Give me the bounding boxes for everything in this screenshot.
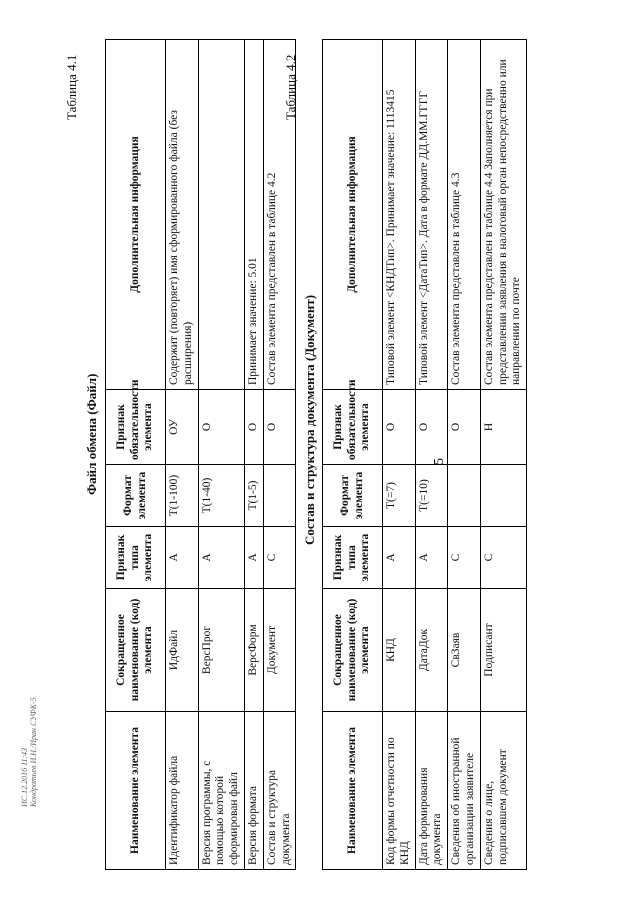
cell-required: О [448, 390, 481, 465]
cell-required: О [383, 390, 416, 465]
table-row [263, 40, 296, 870]
col-header-name: Наименование элемента [323, 712, 383, 870]
cell-abbrev: ВерсФорм [244, 589, 263, 712]
cell-abbrev: ВерсПрог [198, 589, 244, 712]
col-header-required: Признак обязательности элемента [106, 390, 166, 465]
cell-required: О [263, 390, 296, 465]
cell-format: T(=10) [415, 465, 448, 527]
cell-type: А [166, 527, 199, 589]
cell-required: Н [480, 390, 526, 465]
table-4-2 [322, 39, 527, 870]
cell-abbrev: ДатаДок [415, 589, 448, 712]
col-header-format: Формат элемента [106, 465, 166, 527]
cell-type: А [198, 527, 244, 589]
cell-format [263, 465, 296, 527]
col-header-name: Наименование элемента [106, 712, 166, 870]
cell-abbrev: Подписант [480, 589, 526, 712]
signature-stamp [20, 697, 38, 807]
table-header-row [323, 40, 383, 870]
cell-type: А [244, 527, 263, 589]
cell-type: С [263, 527, 296, 589]
table-row [448, 40, 481, 870]
col-header-abbrev: Сокращенное наименование (код) элемента [106, 589, 166, 712]
stamp-line-2: Кондратьев И.Н./Иран СУФК-5 [29, 697, 39, 807]
cell-info [198, 40, 244, 390]
table-4-2-title: Состав и структура документа (Документ) [302, 294, 317, 545]
cell-info: Содержит (повторяет) имя сформированного файла (без расширения) [166, 40, 199, 390]
table-4-1-label: Таблица 4.1 [64, 54, 79, 120]
cell-format: T(1-100) [166, 465, 199, 527]
cell-name: Идентификатор файла [166, 712, 199, 870]
col-header-abbrev: Сокращенное наименование (код) элемента [323, 589, 383, 712]
cell-name: Сведения о лице, подписавшем документ [480, 712, 526, 870]
page-number: 5 [432, 458, 447, 465]
cell-info: Типовой элемент <ДатаТип>. Дата в формате ДД.ММ.ГГГГ [415, 40, 448, 390]
table-row [480, 40, 526, 870]
cell-format: T(1-40) [198, 465, 244, 527]
cell-info: Состав элемента представлен в таблице 4.3 [448, 40, 481, 390]
cell-abbrev: Документ [263, 589, 296, 712]
table-row [244, 40, 263, 870]
cell-info: Состав элемента представлен в таблице 4.2 [263, 40, 296, 390]
cell-type: А [383, 527, 416, 589]
cell-abbrev: ИдФайл [166, 589, 199, 712]
cell-name: Код формы отчетности по КНД [383, 712, 416, 870]
cell-format [480, 465, 526, 527]
stamp-line-1: ИС.12.2016 11:43 [20, 747, 29, 807]
cell-required: О [415, 390, 448, 465]
cell-type: С [448, 527, 481, 589]
cell-abbrev: КНД [383, 589, 416, 712]
cell-format [448, 465, 481, 527]
cell-format: T(1-5) [244, 465, 263, 527]
col-header-info: Дополнительная информация [323, 40, 383, 390]
cell-info: Состав элемента представлен в таблице 4.4 Заполняется при представлении заявления в налоговый орган непосредственно или направлении по почте [480, 40, 526, 390]
cell-type: С [480, 527, 526, 589]
cell-required: ОУ [166, 390, 199, 465]
table-4-1 [105, 39, 296, 870]
table-row [166, 40, 199, 870]
table-4-1-title: Файл обмена (Файл) [84, 373, 99, 495]
cell-type: А [415, 527, 448, 589]
table-header-row [106, 40, 166, 870]
col-header-info: Дополнительная информация [106, 40, 166, 390]
cell-name: Версия формата [244, 712, 263, 870]
cell-name: Дата формирования документа [415, 712, 448, 870]
col-header-required: Признак обязательности элемента [323, 390, 383, 465]
cell-name: Состав и структура документа [263, 712, 296, 870]
cell-info: Принимает значение: 5.01 [244, 40, 263, 390]
cell-name: Сведения об иностранной организации заявителе [448, 712, 481, 870]
col-header-format: Формат элемента [323, 465, 383, 527]
table-row [198, 40, 244, 870]
col-header-type: Признак типа элемента [323, 527, 383, 589]
cell-name: Версия программы, с помощью которой сформирован файл [198, 712, 244, 870]
cell-format: T(=7) [383, 465, 416, 527]
cell-required: О [244, 390, 263, 465]
table-row [383, 40, 416, 870]
col-header-type: Признак типа элемента [106, 527, 166, 589]
cell-required: О [198, 390, 244, 465]
cell-info: Типовой элемент <КНДТип>. Принимает значение: 1113415 [383, 40, 416, 390]
table-4-2-label: Таблица 4.2 [283, 54, 298, 120]
table-row [415, 40, 448, 870]
cell-abbrev: СвЗаяв [448, 589, 481, 712]
